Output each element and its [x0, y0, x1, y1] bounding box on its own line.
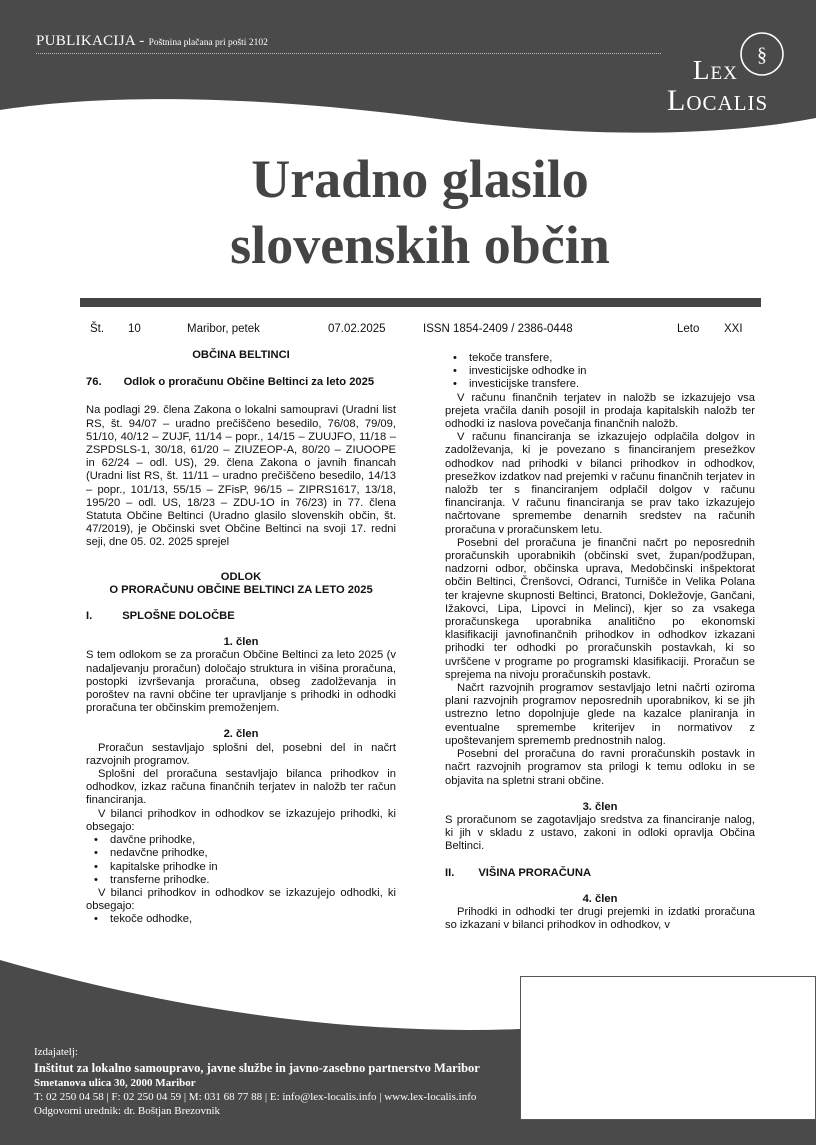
- section-2-number: II.: [445, 866, 455, 879]
- section-2-heading: [445, 867, 755, 880]
- publication-name: PUBLIKACIJA: [36, 33, 136, 49]
- article-1-heading: 1. člen: [223, 636, 259, 649]
- article-2-para-3: V bilanci prihodkov in odhodkov se izkazujejo prihodki, ki obsegajo:: [86, 807, 396, 833]
- act-number: 76.: [86, 376, 102, 389]
- article-2-para-9: Posebni del proračuna do ravni proračunskih postavk in načrt razvojnih programov sta prilogi k temu odloku in se objavita na spletni strani občine.: [445, 748, 755, 787]
- income-item: • kapitalske prihodke in: [86, 861, 396, 874]
- article-2-para-4: V bilanci prihodkov in odhodkov se izkazujejo odhodki, ki obsegajo:: [86, 886, 396, 913]
- article-4-text: Prihodki in odhodki ter drugi prejemki in izdatki proračuna so izkazani v bilanci prihodkov in odhodkov, v: [445, 905, 755, 932]
- address-label-box: [520, 976, 816, 1120]
- postage-note: Poštnina plačana pri pošti 2102: [148, 38, 268, 48]
- article-2-para-5: V računu finančnih terjatev in naložb se izkazujejo vsa prejeta vračila danih posojil in prodaja kapitalskih naložb ter odhodki iz naslova povečanja finančnih naložb.: [445, 391, 755, 431]
- article-2-para-7: Posebni del proračuna je finančni načrt po neposrednih proračunskih uporabnikih (občinski svet, župan/podžupan, nadzorni odbor, občinska uprava, Medobčinski inšpektorat občin Beltinci, Črenšovci, Odranci, Turnišče in Velika Polana ter krajevne skupnosti Beltinci, Bratonci, Dokležovje, Gančani, Ižakovci, Lipa, Lipovci in Melinci), kjer so za vsakega proračunskega uporabnika analitično po ekonomski klasifikaciji javnofinančnih prihodkov in odhodkov izkazani prihodki ter odhodki po proračunskih postavkah, ki so uvrščene v programe po programski klasifikaciji. Proračun se sprejema na nivoju proračunskih postavk.: [445, 536, 755, 681]
- municipality-heading: OBČINA BELTINCI: [192, 349, 290, 361]
- section-sign-logo-icon: [739, 31, 785, 77]
- income-item: • davčne prihodke,: [86, 834, 396, 847]
- section-1-title: SPLOŠNE DOLOČBE: [122, 610, 235, 623]
- article-2-para-6: V računu financiranja se izkazujejo odplačila dolgov in zadolževanja, ki je povezano s financiranjem presežkov odhodkov nad prihodki v bilanci prihodkov in odhodkov, presežkov izdatkov nad prejemki v računu finančnih terjatev in naložb ter s financiranjem odplačil dolgov v računu financiranja. V računu financiranja se prav tako izkazujejo načrtovane spremembe denarnih sredstev na računih proračuna v proračunskem letu.: [445, 431, 755, 536]
- right-column: [445, 352, 755, 932]
- article-2-para-1: Proračun sestavljajo splošni del, posebni del in načrt razvojnih programov.: [86, 741, 396, 767]
- year-number: XXI: [724, 323, 743, 335]
- expense-item: • investicijske transfere.: [445, 378, 755, 391]
- preamble-text: Na podlagi 29. člena Zakona o lokalni samoupravi (Uradni list RS, št. 94/07 – uradno prečiščeno besedilo, 76/08, 79/09, 51/10, 40/12 – ZUJF, 11/14 – popr., 14/15 – ZUUJFO, 11/18 – ZSPDSLS-1, 30/18, 61/20 – ZIUZEOP-A, 80/20 – ZIUOOPE in 62/24 – odl. US), 29. člena Zakona o javnih financah (Uradni list RS, št. 11/11 – uradno prečiščeno besedilo, 14/13 – popr., 101/13, 55/15 – ZFisP, 96/15 – ZIPRS1617, 13/18, 195/20 – odl. US, 18/23 – ZDU-1O in 76/23) in 77. člena Statuta Občine Beltinci (Uradno glasilo slovenskih občin, št. 47/2019), je Občinski svet Občine Beltinci na svoji 17. redni seji, dne 05. 02. 2025 sprejel: [86, 404, 396, 549]
- header-dotted-rule: [36, 53, 661, 54]
- article-3-text: S proračunom se zagotavljajo sredstva za financiranje nalog, ki jih v skladu z ustavo, zakoni in odloki opravlja Občina Beltinci.: [445, 813, 755, 853]
- left-column: [86, 349, 396, 927]
- expense-item: • tekoče odhodke,: [86, 913, 396, 926]
- act-title: Odlok o proračunu Občine Beltinci za leto 2025: [123, 376, 375, 389]
- title-line-1: Uradno glasilo: [251, 149, 589, 209]
- publisher-name: Inštitut za lokalno samoupravo, javne službe in javno-zasebno partnerstvo Maribor: [34, 1061, 480, 1075]
- issue-number: 10: [128, 323, 141, 335]
- article-4-heading: 4. člen: [582, 892, 618, 905]
- svg-text:§: §: [757, 44, 767, 66]
- issue-place-day: Maribor, petek: [187, 323, 260, 335]
- publisher-address: Smetanova ulica 30, 2000 Maribor: [34, 1077, 196, 1089]
- section-1-heading: [86, 610, 396, 623]
- odlok-subtitle: O PRORAČUNU OBČINE BELTINCI ZA LETO 2025: [109, 583, 373, 596]
- editor-in-chief: Odgovorni urednik: dr. Boštjan Brezovnik: [34, 1105, 221, 1117]
- income-item: • transferne prihodke.: [86, 874, 396, 887]
- article-2-para-2: Splošni del proračuna sestavljajo bilanca prihodkov in odhodkov, izkaz računa finančnih terjatev in naložb ter račun financiranja.: [86, 768, 396, 807]
- income-item: • nedavčne prihodke,: [86, 847, 396, 860]
- publication-label: PUBLIKACIJA - Poštnina plačana pri pošti 2102: [36, 33, 268, 49]
- odlok-title: ODLOK: [220, 570, 262, 583]
- expense-item: • investicijske odhodke in: [445, 365, 755, 378]
- publisher-contacts: T: 02 250 04 58 | F: 02 250 04 59 | M: 031 68 77 88 | E: info@lex-localis.info | www.lex-localis.info: [34, 1091, 477, 1103]
- section-1-number: I.: [86, 610, 93, 623]
- section-2-title: VIŠINA PRORAČUNA: [478, 866, 592, 879]
- logo-localis: Localis: [667, 84, 769, 117]
- article-1-text: S tem odlokom se za proračun Občine Beltinci za leto 2025 (v nadaljevanju proračun) določajo struktura in višina proračuna, postopki izvrševanja proračuna, obseg zadolževanja in poroštev na ravni občine ter upravljanje s prihodki in odhodki proračuna ter občinskim premoženjem.: [86, 649, 396, 715]
- issn: ISSN 1854-2409 / 2386-0448: [423, 323, 573, 335]
- page-title: [80, 146, 760, 278]
- issue-date: 07.02.2025: [328, 323, 386, 335]
- expense-item: • tekoče transfere,: [445, 352, 755, 365]
- publisher-label: Izdajatelj:: [34, 1046, 78, 1058]
- logo-lex: Lex: [693, 55, 738, 85]
- article-3-heading: 3. člen: [582, 800, 618, 813]
- act-heading: [86, 376, 396, 389]
- title-rule: [80, 298, 761, 307]
- issue-number-label: Št.: [90, 323, 105, 335]
- year-label: Leto: [677, 323, 700, 335]
- article-2-heading: 2. člen: [223, 728, 259, 741]
- article-2-para-8: Načrt razvojnih programov sestavljajo letni načrti oziroma plani razvojnih programov neposrednih uporabnikov, ki se jih ustrezno letno dopolnjuje glede na kazalce planiranja in eventualne spremembe kriterijev in normativov z upoštevanjem sprememb prednostnih nalog.: [445, 682, 755, 747]
- title-line-2: slovenskih občin: [230, 215, 610, 275]
